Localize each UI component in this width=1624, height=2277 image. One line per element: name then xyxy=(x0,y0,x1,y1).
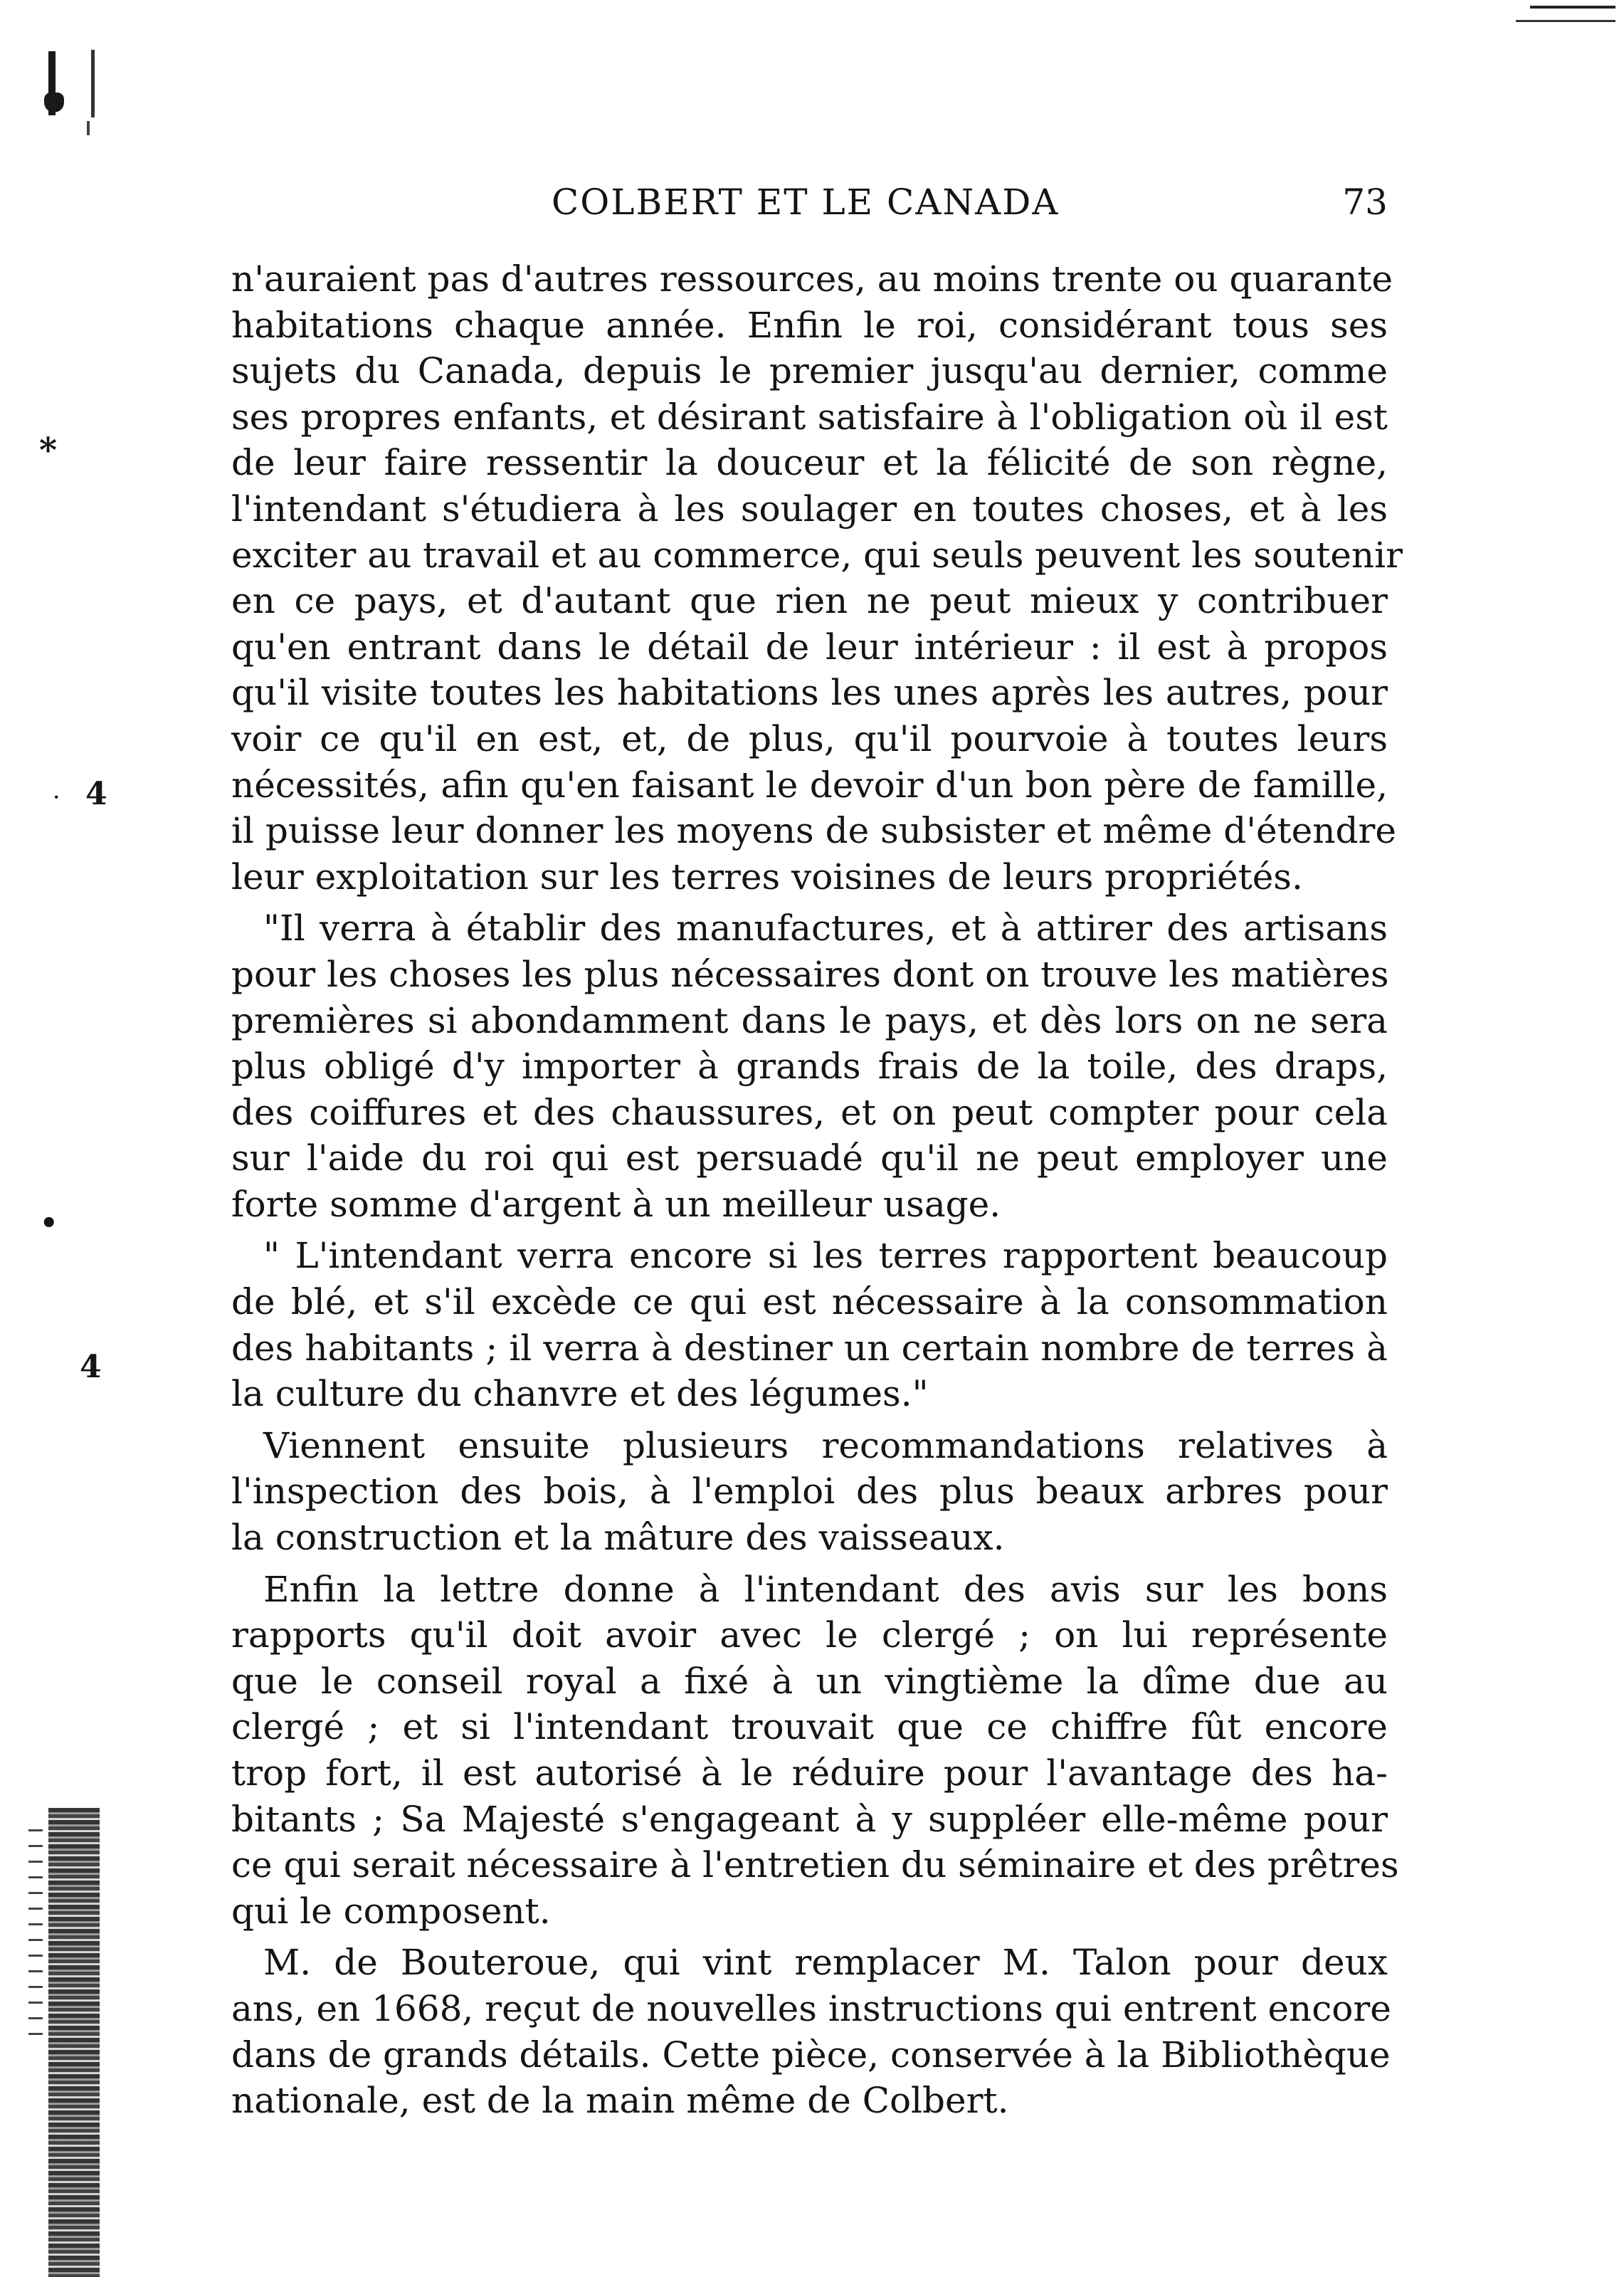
text-line: leur exploitation sur les terres voisines de leurs propriétés. xyxy=(231,856,1303,898)
paragraph xyxy=(231,1233,1388,1416)
paragraph-gap xyxy=(231,1227,1388,1233)
text-line: habitations chaque année. Enfin le roi, considérant tous ses xyxy=(231,304,1388,346)
page-header xyxy=(235,182,1388,238)
paragraph xyxy=(231,1567,1399,1935)
paragraph xyxy=(231,256,1403,900)
text-line: " L'intendant verra encore si les terres rapportent beaucoup xyxy=(263,1235,1388,1277)
page-body xyxy=(231,256,1403,2124)
text-line: bitants ; Sa Majesté s'engageant à y suppléer elle-même pour xyxy=(231,1798,1388,1840)
text-line: pour les choses les plus nécessaires dont on trouve les matières xyxy=(231,953,1389,995)
scan-artifact-line xyxy=(1530,6,1615,9)
text-line: premières si abondamment dans le pays, et dès lors on ne sera xyxy=(231,999,1388,1041)
text-line: nationale, est de la main même de Colbert. xyxy=(231,2080,1009,2122)
text-line: exciter au travail et au commerce, qui seuls peuvent les soutenir xyxy=(231,534,1403,576)
text-line: trop fort, il est autorisé à le réduire pour l'avantage des ha- xyxy=(231,1752,1388,1794)
text-line: de leur faire ressentir la douceur et la félicité de son règne, xyxy=(231,442,1388,484)
text-line: des coiffures et des chaussures, et on peut compter pour cela xyxy=(231,1091,1388,1133)
text-line: de blé, et s'il excède ce qui est nécessaire à la consommation xyxy=(231,1281,1388,1323)
paragraph-gap xyxy=(231,1934,1388,1940)
text-line: dans de grands détails. Cette pièce, conservée à la Bibliothèque xyxy=(231,2034,1391,2076)
margin-mark: 4 xyxy=(80,1349,102,1385)
text-line: plus obligé d'y importer à grands frais de la toile, des draps, xyxy=(231,1046,1388,1088)
text-line: ce qui serait nécessaire à l'entretien du séminaire et des prêtres xyxy=(231,1844,1399,1886)
running-title: COLBERT ET LE CANADA xyxy=(552,182,1060,223)
text-line: la culture du chanvre et des légumes." xyxy=(231,1373,929,1415)
text-line: qu'en entrant dans le détail de leur intérieur : il est à propos xyxy=(231,626,1388,668)
scan-artifact-line xyxy=(1516,20,1615,22)
text-line: l'inspection des bois, à l'emploi des plus beaux arbres pour xyxy=(231,1471,1388,1513)
text-line: Enfin la lettre donne à l'intendant des avis sur les bons xyxy=(263,1568,1388,1610)
text-line: Viennent ensuite plusieurs recommandations relatives à xyxy=(263,1424,1388,1466)
margin-mark: * xyxy=(39,431,58,470)
text-line: qui le composent. xyxy=(231,1890,551,1932)
text-line: voir ce qu'il en est, et, de plus, qu'il pourvoie à toutes leurs xyxy=(231,717,1388,759)
paragraph xyxy=(231,905,1388,1227)
text-line: forte somme d'argent à un meilleur usage. xyxy=(231,1183,1001,1225)
text-line: sur l'aide du roi qui est persuadé qu'il ne peut employer une xyxy=(231,1137,1388,1179)
text-line: en ce pays, et d'autant que rien ne peut mieux y contribuer xyxy=(231,580,1388,622)
text-line: "Il verra à établir des manufactures, et à attirer des artisans xyxy=(263,908,1388,950)
scan-artifact-mark xyxy=(87,121,90,135)
text-line: ses propres enfants, et désirant satisfaire à l'obligation où il est xyxy=(231,396,1388,438)
scan-artifact-mark xyxy=(91,50,95,117)
text-line: sujets du Canada, depuis le premier jusqu'au dernier, comme xyxy=(231,350,1388,392)
text-line: rapports qu'il doit avoir avec le clergé ; on lui représente xyxy=(231,1614,1388,1656)
text-line: des habitants ; il verra à destiner un certain nombre de terres à xyxy=(231,1327,1388,1369)
text-line: nécessités, afin qu'en faisant le devoir d'un bon père de famille, xyxy=(231,764,1388,806)
text-line: la construction et la mâture des vaisseaux. xyxy=(231,1517,1005,1559)
margin-mark: · xyxy=(53,787,60,807)
text-line: qu'il visite toutes les habitations les unes après les autres, pour xyxy=(231,672,1388,714)
margin-mark: • xyxy=(40,1206,58,1240)
paragraph-gap xyxy=(231,1561,1388,1567)
paragraph xyxy=(231,1940,1391,2123)
binding-edge-strip xyxy=(48,1808,100,2277)
paragraph xyxy=(231,1423,1388,1561)
paragraph-gap xyxy=(231,1417,1388,1423)
scan-artifact-mark xyxy=(44,93,64,112)
text-line: ans, en 1668, reçut de nouvelles instructions qui entrent encore xyxy=(231,1987,1391,2029)
text-line: l'intendant s'étudiera à les soulager en toutes choses, et à les xyxy=(231,488,1388,530)
page-number: 73 xyxy=(1342,182,1388,223)
text-line: que le conseil royal a fixé à un vingtième la dîme due au xyxy=(231,1660,1388,1702)
text-line: n'auraient pas d'autres ressources, au moins trente ou quarante xyxy=(231,258,1393,300)
binding-edge-dots xyxy=(28,1829,43,2043)
text-line: M. de Bouteroue, qui vint remplacer M. Talon pour deux xyxy=(263,1942,1388,1984)
text-line: il puisse leur donner les moyens de subsister et même d'étendre xyxy=(231,810,1396,852)
text-line: clergé ; et si l'intendant trouvait que ce chiffre fût encore xyxy=(231,1706,1388,1748)
margin-mark: 4 xyxy=(85,776,107,812)
paragraph-gap xyxy=(231,900,1388,905)
